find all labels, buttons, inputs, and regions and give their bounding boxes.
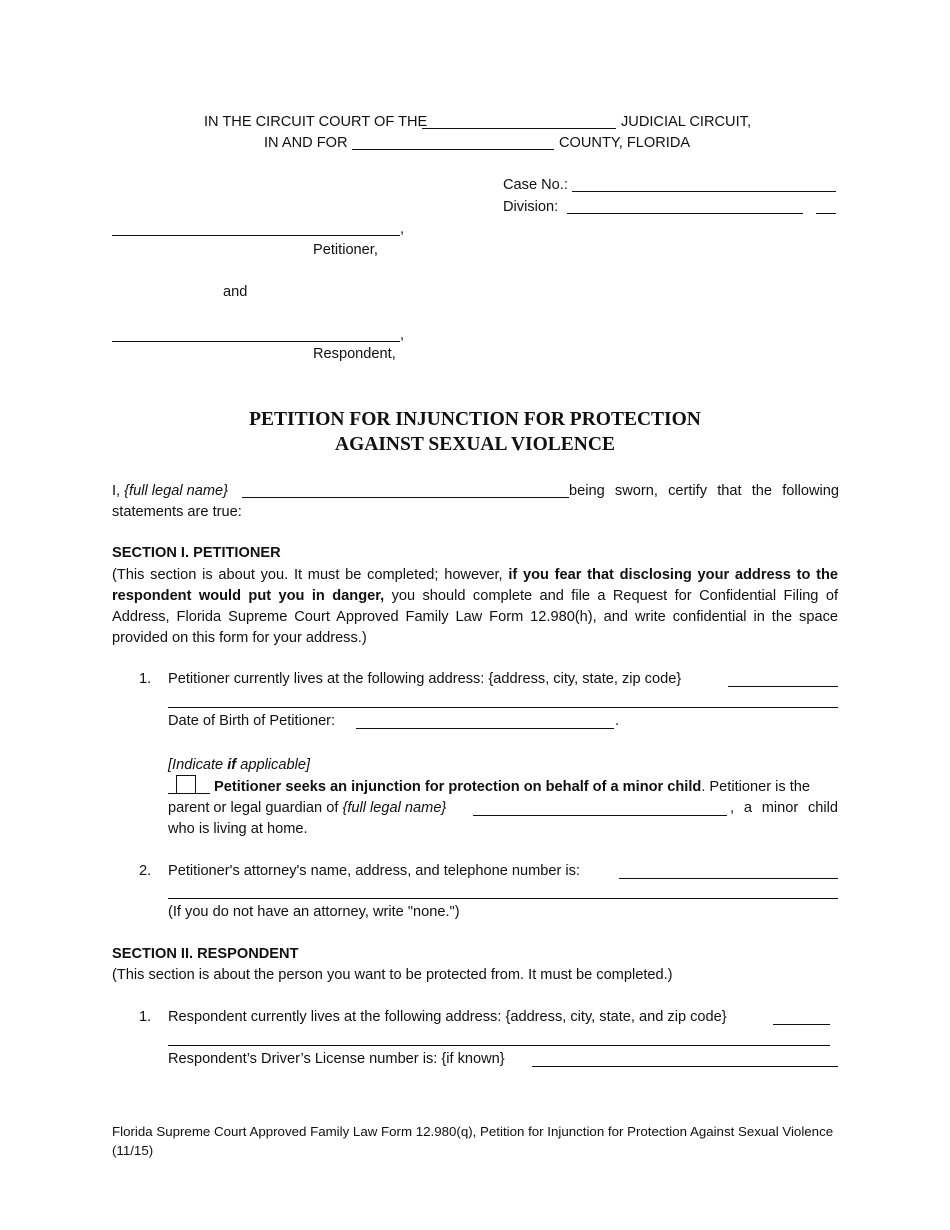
court-line1-right: JUDICIAL CIRCUIT, — [621, 114, 752, 130]
item1-number: 1. — [139, 671, 152, 687]
section2-intro: (This section is about the person you want to be protected from. It must be completed.) — [112, 967, 673, 983]
section1-intro-start: (This section is about you. It must be completed; however, — [112, 567, 503, 583]
indicate-a: [Indicate — [168, 757, 224, 773]
court-line2-right: COUNTY, FLORIDA — [559, 135, 691, 151]
respondent-name-field[interactable] — [112, 341, 400, 342]
section2-item1-number: 1. — [139, 1009, 152, 1025]
case-no-field[interactable] — [572, 191, 836, 192]
petitioner-address-field[interactable] — [728, 686, 838, 687]
minor-line1 — [214, 778, 810, 796]
case-no-label: Case No.: — [503, 177, 568, 193]
section2-heading: SECTION II. RESPONDENT — [112, 946, 299, 962]
division-label: Division: — [503, 199, 559, 215]
document-title-line2: AGAINST SEXUAL VIOLENCE — [335, 434, 615, 455]
minor-rest: . Petitioner is the — [701, 779, 811, 795]
section2-item1-text: Respondent currently lives at the following address: {address, city, state, and zip code} — [168, 1009, 727, 1025]
oath-line2: statements are true: — [112, 504, 242, 520]
petitioner-label: Petitioner, — [313, 242, 378, 258]
drivers-license-field[interactable] — [532, 1066, 838, 1067]
indicate-b: if — [227, 757, 237, 773]
oath-suffix: being sworn, certify that the following — [569, 483, 839, 499]
dob-label: Date of Birth of Petitioner: — [168, 713, 336, 729]
county-field[interactable] — [352, 149, 554, 150]
court-line1-left: IN THE CIRCUIT COURT OF THE — [204, 114, 428, 130]
item2-text: Petitioner's attorney's name, address, and telephone number is: — [168, 863, 581, 879]
section1-intro — [112, 565, 838, 649]
petitioner-comma: , — [400, 221, 405, 237]
petitioner-address-field-2[interactable] — [168, 707, 838, 708]
minor-line2-end: , a minor child — [730, 800, 838, 816]
petitioner-name-field[interactable] — [112, 235, 400, 236]
judicial-circuit-field[interactable] — [422, 128, 616, 129]
division-field[interactable] — [567, 213, 803, 214]
respondent-address-field[interactable] — [773, 1024, 830, 1025]
form-footer: Florida Supreme Court Approved Family Law Form 12.980(q), Petition for Injunction for Protection Against Sexual Violence (11/15) — [112, 1124, 834, 1158]
oath-line — [112, 482, 228, 500]
minor-line3: who is living at home. — [168, 821, 308, 837]
minor-line2-a: parent or legal guardian of — [168, 800, 339, 816]
division-field-extra[interactable] — [816, 213, 836, 214]
respondent-address-field-2[interactable] — [168, 1045, 830, 1046]
minor-child-name-field[interactable] — [473, 815, 727, 816]
item1-text: Petitioner currently lives at the following address: {address, city, state, zip code} — [168, 671, 682, 687]
item2-note: (If you do not have an attorney, write "none.") — [168, 904, 460, 920]
minor-line2-hint: {full legal name} — [342, 800, 447, 816]
court-line2-left: IN AND FOR — [264, 135, 348, 151]
dob-field[interactable] — [356, 728, 614, 729]
dob-end: . — [615, 713, 620, 729]
section1-intro-bold: if you fear that disclosing your address to the respondent would put you in danger, — [112, 567, 838, 604]
attorney-field[interactable] — [619, 878, 838, 879]
minor-bold: Petitioner seeks an injunction for protection on behalf of a minor child — [214, 779, 702, 795]
section1-heading: SECTION I. PETITIONER — [112, 545, 281, 561]
minor-child-checkbox[interactable] — [176, 775, 196, 794]
respondent-comma: , — [400, 327, 405, 343]
indicate-if-applicable — [168, 756, 310, 774]
oath-name-hint: {full legal name} — [124, 483, 229, 499]
full-legal-name-field[interactable] — [242, 497, 569, 498]
and-label: and — [223, 284, 248, 300]
item2-number: 2. — [139, 863, 152, 879]
indicate-c: applicable] — [240, 757, 310, 773]
license-label: Respondent’s Driver’s License number is: {if known} — [168, 1051, 505, 1067]
attorney-field-2[interactable] — [168, 898, 838, 899]
minor-line2-start — [168, 799, 446, 817]
document-title-line1: PETITION FOR INJUNCTION FOR PROTECTION — [249, 409, 701, 430]
section1-intro-end: you should complete and file a Request for Confidential Filing of Address, Florida Supreme Court Approved Family Law Form 12.980(h), and write confidential in the space provided on this form for your address.) — [112, 588, 838, 646]
oath-prefix: I, — [112, 483, 121, 499]
respondent-label: Respondent, — [313, 346, 396, 362]
